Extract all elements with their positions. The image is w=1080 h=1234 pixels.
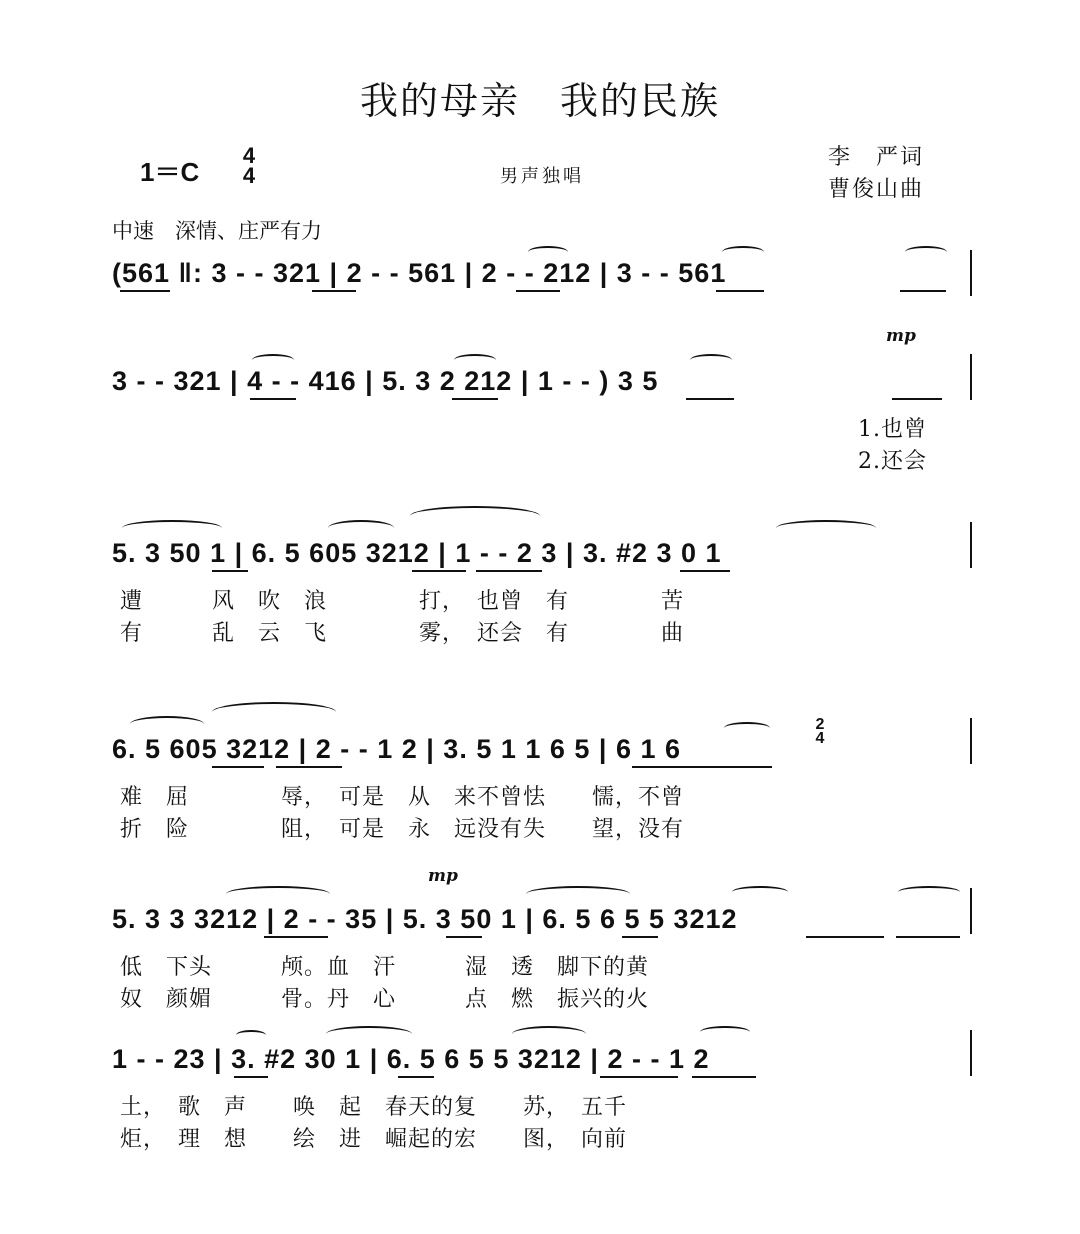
beam-line	[212, 766, 264, 768]
triplet-slur	[905, 246, 947, 258]
dynamic-marking: mp	[428, 866, 458, 886]
phrase-slur	[526, 886, 630, 902]
triplet-slur	[722, 246, 764, 258]
barline	[970, 250, 972, 296]
beam-line	[892, 398, 942, 400]
beam-line	[234, 1076, 268, 1078]
beam-line	[264, 936, 328, 938]
beam-line	[452, 398, 498, 400]
verse-intro-2: 2.还会	[858, 449, 927, 474]
phrase-slur	[122, 520, 222, 536]
notation-line-6: 1 - - 23 | 3. #2 30 1 | 6. 5 6 5 5 3212 | 2 - - 1 2	[112, 1044, 710, 1074]
phrase-slur	[776, 520, 876, 536]
lyrics-verse-2: 折 险 阻， 可是 永 远没有失 望，没有	[120, 817, 685, 842]
beam-line	[632, 766, 772, 768]
verse-intro-1: 1.也曾	[858, 417, 927, 442]
notation-line-5: 5. 3 3 3212 | 2 - - 35 | 5. 3 50 1 | 6. 5 6 5 5 3212	[112, 904, 738, 934]
phrase-slur	[512, 1026, 586, 1042]
phrase-slur	[410, 506, 540, 526]
beam-line	[896, 936, 960, 938]
song-title: 我的母亲 我的民族	[359, 79, 720, 123]
beam-line	[398, 1076, 434, 1078]
lyrics-verse-1: 低 下头 颅。血 汗 湿 透 脚下的黄	[120, 955, 650, 980]
barline	[970, 1030, 972, 1076]
phrase-slur	[326, 1026, 412, 1042]
phrase-slur	[212, 702, 336, 722]
notation-line-4: 6. 5 605 3212 | 2 - - 1 2 | 3. 5 1 1 6 5 | 6 1 6	[112, 734, 682, 764]
beam-line	[476, 570, 542, 572]
time-change: 2 4	[810, 718, 830, 746]
beam-line	[600, 1076, 678, 1078]
beam-line	[412, 570, 466, 572]
notation-line-3: 5. 3 50 1 | 6. 5 605 3212 | 1 - - 2 3 | 3. #2 3 0 1	[112, 538, 722, 568]
performance-type: 男声独唱	[500, 166, 584, 187]
phrase-slur	[328, 520, 394, 536]
triplet-slur	[454, 354, 496, 366]
phrase-slur	[732, 886, 788, 898]
beam-line	[516, 290, 560, 292]
barline	[970, 718, 972, 764]
lyrics-verse-2: 炬， 理 想 绘 进 崛起的宏 图， 向前	[120, 1127, 628, 1152]
beam-line	[250, 398, 296, 400]
beam-line	[692, 1076, 756, 1078]
dynamic-marking: mp	[886, 326, 916, 346]
barline	[970, 888, 972, 934]
beam-line	[900, 290, 946, 292]
lyrics-verse-1: 土， 歌 声 唤 起 春天的复 苏， 五千	[120, 1095, 628, 1120]
key-signature: 1＝C	[140, 157, 200, 187]
triplet-slur	[252, 354, 294, 366]
phrase-slur	[700, 1026, 750, 1038]
beam-line	[312, 290, 356, 292]
beam-line	[680, 570, 730, 572]
lyrics-verse-2: 有 乱 云 飞 雾， 还会 有 曲	[120, 621, 685, 646]
tempo-marking: 中速 深情、庄严有力	[112, 220, 322, 243]
beam-line	[120, 290, 170, 292]
phrase-slur	[226, 886, 330, 902]
phrase-slur	[130, 716, 204, 732]
beam-line	[622, 936, 658, 938]
lyrics-verse-1: 难 屈 辱， 可是 从 来不曾怯 懦，不曾	[120, 785, 685, 810]
barline	[970, 522, 972, 568]
phrase-slur	[236, 1030, 266, 1040]
barline	[970, 354, 972, 400]
notation-line-1: (561 ‖: 3 - - 321 | 2 - - 561 | 2 - - 212 | 3 - - 561	[112, 258, 727, 288]
beam-line	[276, 766, 342, 768]
phrase-slur	[724, 722, 770, 734]
time-signature: 4 4	[242, 143, 256, 188]
triplet-slur	[690, 354, 732, 366]
beam-line	[446, 936, 482, 938]
beam-line	[806, 936, 884, 938]
beam-line	[716, 290, 764, 292]
notation-line-2: 3 - - 321 | 4 - - 416 | 5. 3 2 212 | 1 - - ) 3 5	[112, 366, 659, 396]
lyrics-verse-2: 奴 颜媚 骨。丹 心 点 燃 振兴的火	[120, 987, 650, 1012]
composer-credit: 曹俊山曲	[828, 177, 925, 202]
beam-line	[686, 398, 734, 400]
triplet-slur	[528, 246, 568, 258]
lyrics-verse-1: 遭 风 吹 浪 打， 也曾 有 苦	[120, 589, 685, 614]
beam-line	[212, 570, 248, 572]
phrase-slur	[898, 886, 960, 898]
lyricist-credit: 李 严词	[828, 145, 925, 170]
